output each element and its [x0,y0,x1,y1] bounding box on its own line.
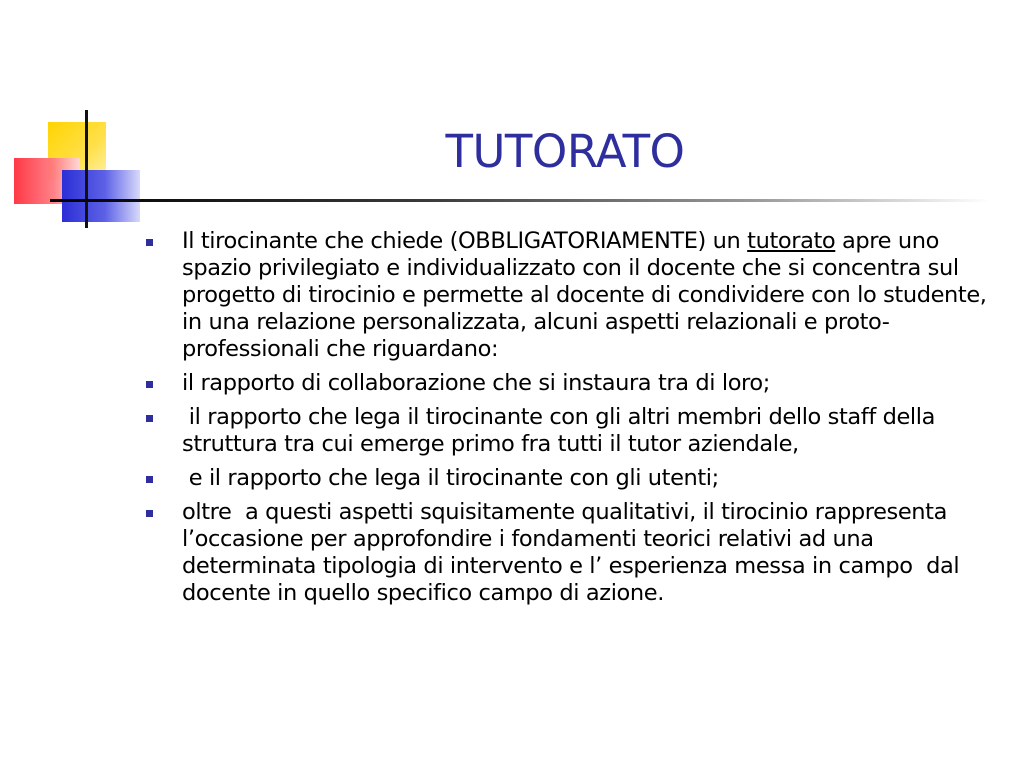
list-item [146,465,1002,492]
square-bullet-icon [146,239,153,246]
bullet-text-end: apre uno spazio privilegiato e individualizzato con il docente che si concentra sul progetto di tirocinio e permette al docente di condividere con lo studente, in una relazione personalizzata, alcuni aspetti relazionali e proto-professionali che riguardano: [182,228,987,362]
bullet-text: e il rapporto che lega il tirocinante con gli utenti; [182,465,719,491]
list-item [146,499,1002,607]
list-item [146,228,1002,363]
square-bullet-icon [146,415,153,422]
list-item [146,404,1002,458]
bullet-text: il rapporto di collaborazione che si instaura tra di loro; [182,370,770,396]
bullet-list [146,228,1002,614]
square-bullet-icon [146,381,153,388]
bullet-text-start: Il tirocinante che chiede (OBBLIGATORIAMENTE) un [182,228,748,254]
slide-title: TUTORATO [445,125,685,178]
title-underline-rule [50,199,990,202]
bullet-text: oltre a questi aspetti squisitamente qualitativi, il tirocinio rappresenta l’occasione per approfondire i fondamenti teorici relativi ad una determinata tipologia di intervento e l’ esperienza messa in campo dal docente in quello specifico campo di azione. [182,499,967,606]
decorative-squares-logo [0,0,160,240]
square-bullet-icon [146,510,153,517]
vertical-rule [85,110,88,228]
list-item [146,370,1002,397]
square-bullet-icon [146,476,153,483]
bullet-text: il rapporto che lega il tirocinante con gli altri membri dello staff della struttura tra cui emerge primo fra tutti il tutor aziendale, [182,404,942,457]
underlined-term: tutorato [747,228,836,254]
blue-square [62,170,140,222]
